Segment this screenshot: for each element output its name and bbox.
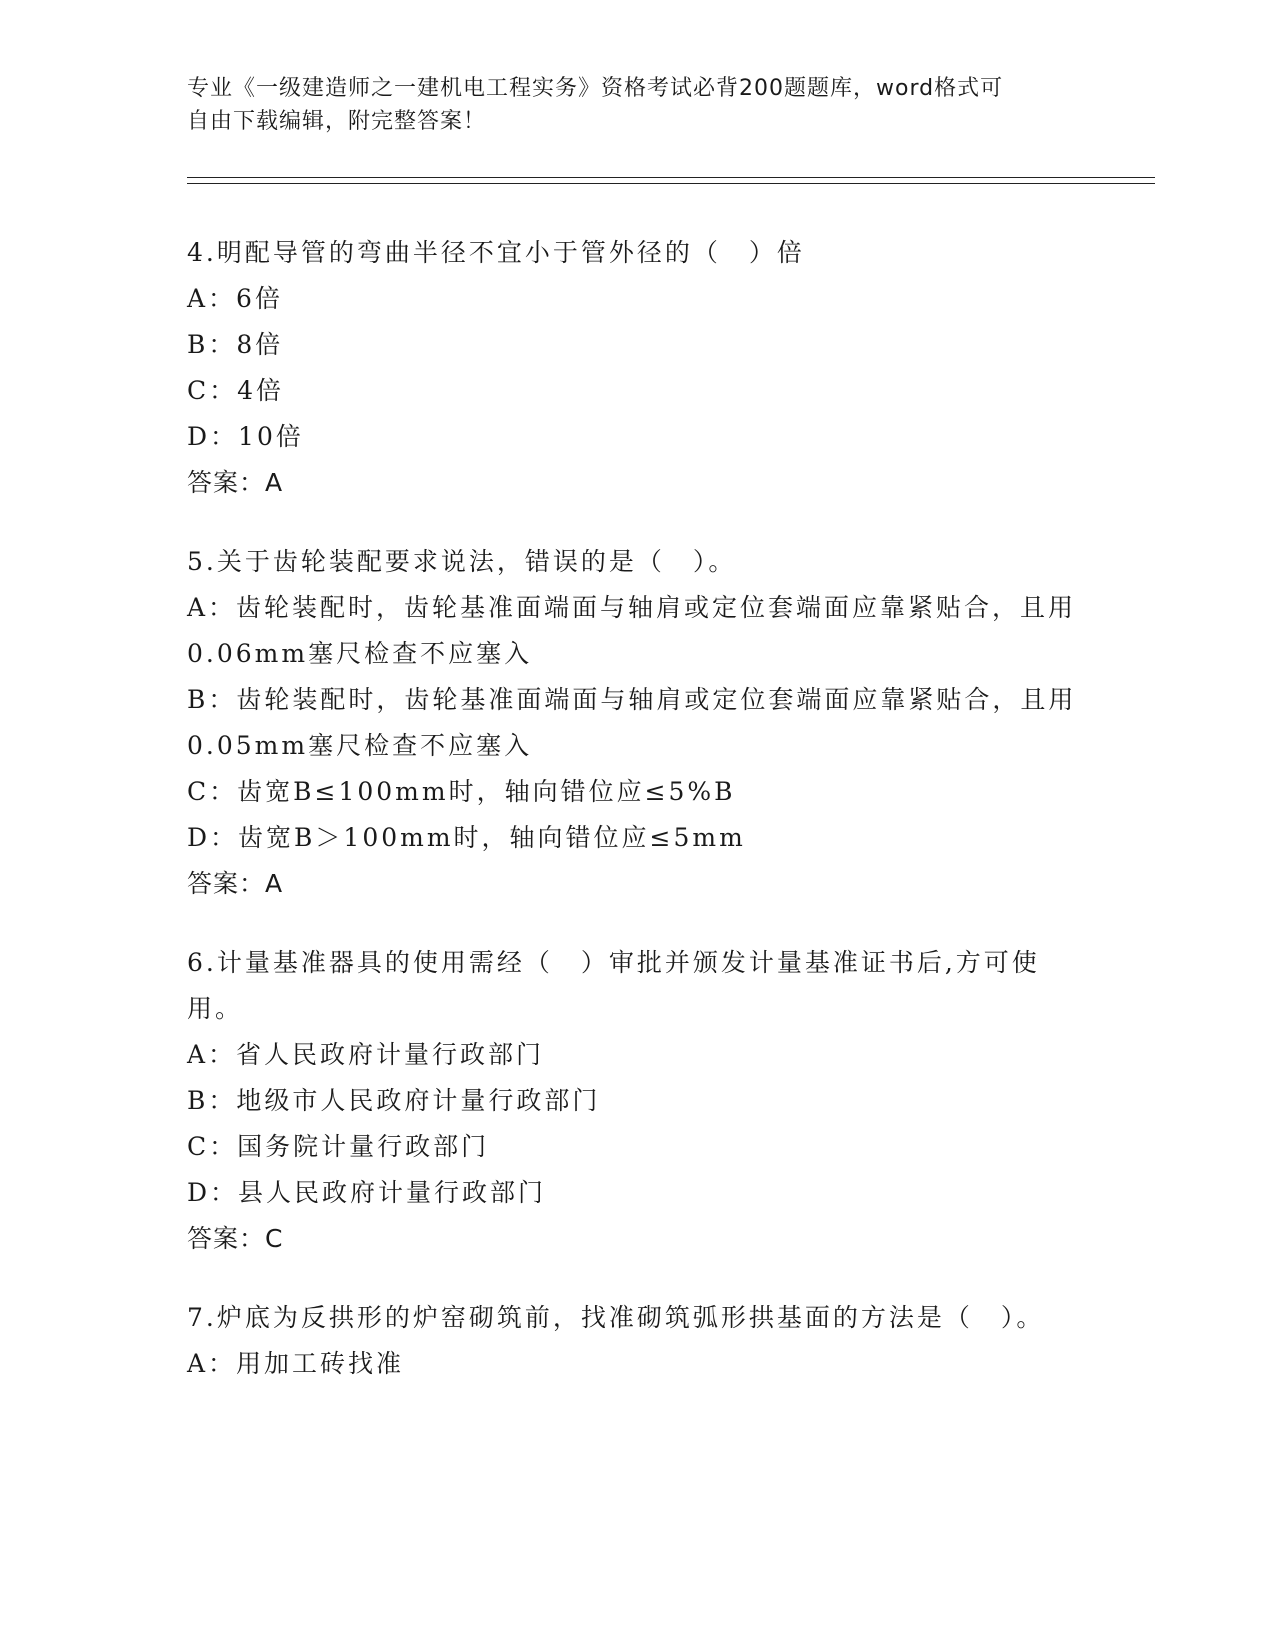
option-c: C：齿宽B≤100mm时，轴向错位应≤5%B bbox=[187, 777, 736, 806]
answer-line: 答案：A bbox=[187, 468, 284, 497]
question-text: 5.关于齿轮装配要求说法，错误的是（ ）。 bbox=[187, 547, 737, 576]
option-a: A：齿轮装配时，齿轮基准面端面与轴肩或定位套端面应靠紧贴合，且用0.06mm塞尺检查不应塞入 bbox=[187, 593, 1077, 668]
option-b: B：地级市人民政府计量行政部门 bbox=[187, 1086, 601, 1115]
question-block bbox=[187, 230, 1087, 506]
option-a: A：用加工砖找准 bbox=[187, 1349, 405, 1378]
option-c: C：4倍 bbox=[187, 376, 285, 405]
question-block bbox=[187, 940, 1087, 1262]
header-divider-bottom bbox=[187, 183, 1155, 184]
option-b: B：8倍 bbox=[187, 330, 284, 359]
header-divider-top bbox=[187, 177, 1155, 178]
header-line-1: 专业《一级建造师之一建机电工程实务》资格考试必背200题题库，word格式可 bbox=[187, 76, 1004, 101]
option-a: A：6倍 bbox=[187, 284, 283, 313]
answer-line: 答案：C bbox=[187, 1224, 284, 1253]
question-text: 4.明配导管的弯曲半径不宜小于管外径的（ ）倍 bbox=[187, 238, 805, 267]
answer-line: 答案：A bbox=[187, 869, 284, 898]
header-line-2: 自由下载编辑，附完整答案！ bbox=[187, 109, 487, 134]
option-d: D：县人民政府计量行政部门 bbox=[187, 1178, 547, 1207]
question-block bbox=[187, 1295, 1087, 1387]
question-list bbox=[187, 230, 1087, 1420]
question-text: 6.计量基准器具的使用需经（ ）审批并颁发计量基准证书后,方可使用。 bbox=[187, 948, 1040, 1023]
option-a: A：省人民政府计量行政部门 bbox=[187, 1040, 545, 1069]
question-block bbox=[187, 539, 1087, 907]
question-text: 7.炉底为反拱形的炉窑砌筑前，找准砌筑弧形拱基面的方法是（ ）。 bbox=[187, 1303, 1045, 1332]
option-d: D：齿宽B＞100mm时，轴向错位应≤5mm bbox=[187, 823, 746, 852]
document-header bbox=[187, 72, 1087, 138]
option-b: B：齿轮装配时，齿轮基准面端面与轴肩或定位套端面应靠紧贴合，且用0.05mm塞尺检查不应塞入 bbox=[187, 685, 1077, 760]
option-d: D：10倍 bbox=[187, 422, 304, 451]
option-c: C：国务院计量行政部门 bbox=[187, 1132, 490, 1161]
